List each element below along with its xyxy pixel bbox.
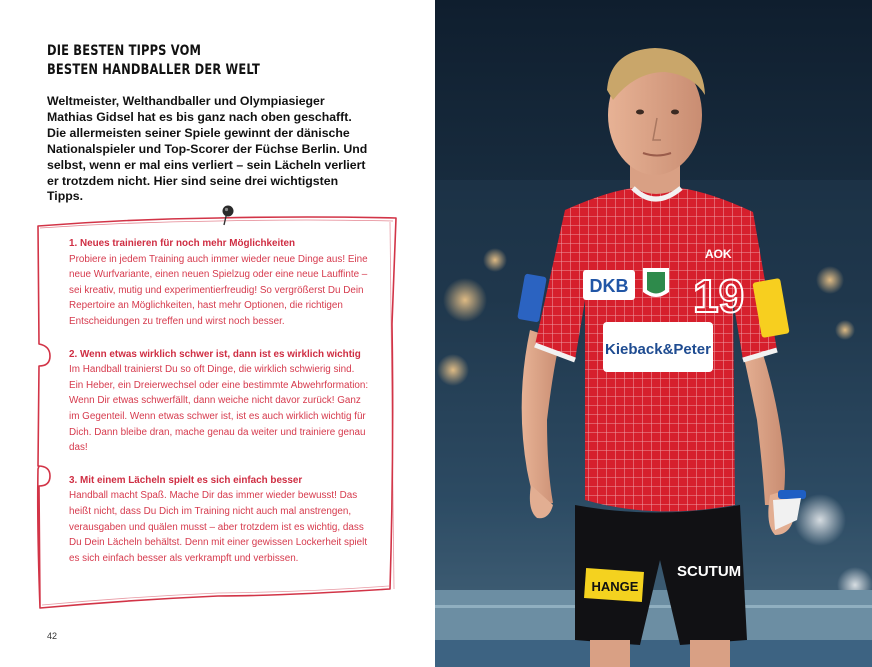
tips-note-card [28, 204, 400, 614]
shorts-sponsor-left: HANGE [591, 579, 639, 594]
handball-player-illustration [435, 0, 872, 667]
jersey-brand: AOK [705, 247, 732, 261]
tip-item [69, 236, 369, 330]
headline-line-1: DIE BESTEN TIPPS VOM [47, 43, 202, 59]
left-page [0, 0, 435, 667]
tip-item [69, 347, 369, 456]
player-photo [435, 0, 872, 667]
intro-paragraph: Weltmeister, Welthandballer und Olympiasieger Mathias Gidsel hat es bis ganz nach oben geschafft. Die allermeisten seiner Spiele gewinnt der dänische Nationalspieler und Top-Scorer der Füchse Berlin. Und selbst, wenn er mal eins verliert – sein Lächeln verliert er trotzdem nicht. Hier sind seine drei wichtigsten Tipps. [47, 94, 368, 204]
tip-item [69, 473, 369, 567]
page-number: 42 [47, 631, 58, 641]
tip-title: 2. Wenn etwas wirklich schwer ist, dann ist es wirklich wichtig [69, 348, 361, 360]
tip-title: 1. Neues trainieren für noch mehr Möglichkeiten [69, 238, 296, 249]
page-headline [47, 42, 326, 80]
headline-line-2: BESTEN HANDBALLER DER WELT [47, 62, 260, 78]
tip-body: Im Handball trainierst Du so oft Dinge, die wirklich schwierig sind. Ein Heber, ein Dreierwechsel oder eine bestimmte Abwehrformation: Wenn Dir etwas schwerfällt, dann weiche nicht davor zurück! Ganz im Gegenteil. Wenn etwas schwer ist, ist es auch wirklich wichtig für Dich. Dann bleibe dran, mache genau da weiter und trainiere genau das! [69, 364, 369, 454]
pin-icon [223, 206, 234, 226]
tip-body: Probiere in jedem Training auch immer wieder neue Dinge aus! Eine neue Wurfvariante, einen neuen Spielzug oder eine neue Lauffinte – sei kreativ, mutig und experimentierfreudig! So vergrößerst Du Dein Repertoire an Möglichkeiten, hast mehr Optionen, die richtigen Entscheidungen zu treffen und wirst noch besser. [69, 253, 368, 327]
jersey-sponsor-left: DKB [589, 276, 629, 296]
jersey-number: 19 [693, 270, 745, 322]
shorts-sponsor-right: SCUTUM [677, 563, 742, 580]
jersey-chest-sponsor: Kieback&Peter [605, 341, 711, 358]
tip-title: 3. Mit einem Lächeln spielt es sich einfach besser [69, 474, 303, 486]
tips-list [69, 236, 369, 583]
tip-body: Handball macht Spaß. Mache Dir das immer wieder bewusst! Das heißt nicht, dass Du Dich im Training nicht auch mal anstrengen, verausgaben und quälen musst – aber trotzdem ist es wichtig, dass Du Dein Lächeln behältst. Denn mit einer gewissen Lockerheit spielt es sich einfach besser als verkrampft und verbissen. [69, 490, 368, 564]
